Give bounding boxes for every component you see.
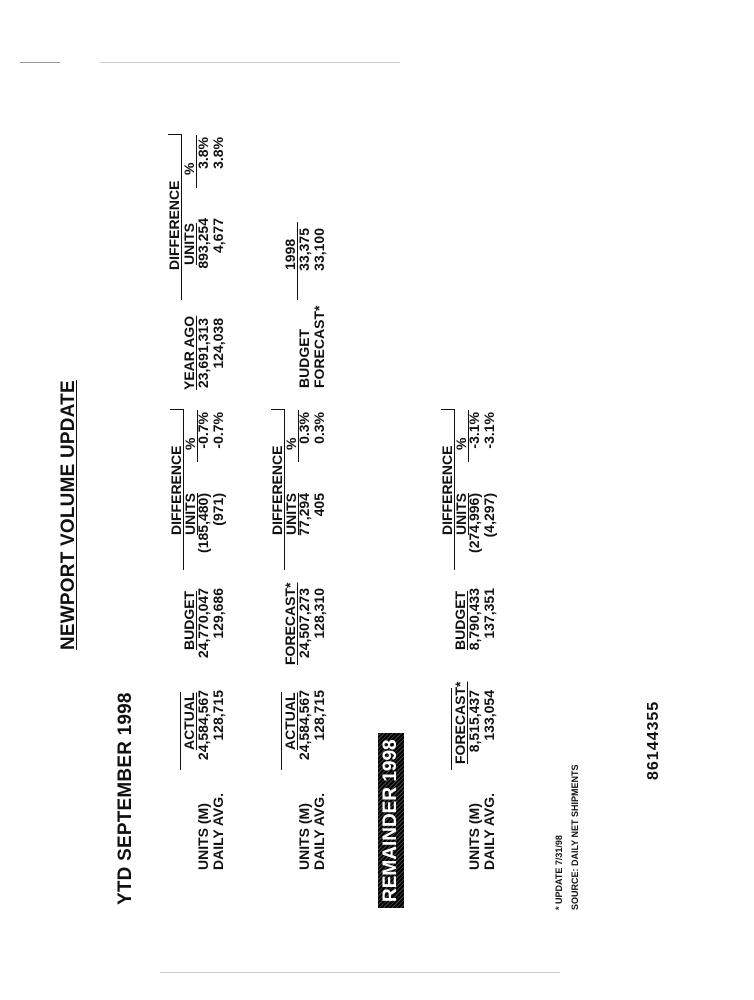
- row-label-budget: BUDGET: [296, 328, 312, 388]
- diff-units-daily: (4,297): [481, 493, 497, 538]
- difference-header: DIFFERENCE: [439, 445, 455, 535]
- forecast-daily: 128,310: [311, 588, 327, 639]
- header-tick: [441, 409, 455, 410]
- diff-pct-daily: 0.3%: [311, 412, 327, 444]
- forecast-daily: 133,054: [481, 690, 497, 741]
- budget-units: 24,770,047: [195, 588, 211, 659]
- header-tick: [170, 409, 184, 410]
- diff-pct-daily: 3.8%: [210, 137, 226, 169]
- actual-header: ACTUAL: [282, 692, 298, 750]
- ytd-heading: YTD SEPTEMBER 1998: [115, 692, 136, 905]
- diff-units-value: 77,294: [296, 493, 312, 536]
- forecast-units: 24,507,273: [296, 588, 312, 659]
- footnote-update: * UPDATE 7/31/98: [554, 835, 564, 910]
- year-ago-units: 23,691,313: [195, 318, 211, 389]
- header-tick: [271, 409, 285, 410]
- actual-daily: 128,715: [311, 690, 327, 741]
- budget-header: BUDGET: [181, 590, 197, 650]
- header-rule: [454, 410, 455, 570]
- diff-pct-header: %: [182, 437, 198, 450]
- diff-units-daily: 4,677: [210, 218, 226, 254]
- diff-units-header: UNITS: [453, 493, 469, 535]
- difference-header: DIFFERENCE: [269, 445, 285, 535]
- budget-units: 8,790,433: [466, 588, 482, 651]
- forecast-header: FORECAST*: [452, 681, 468, 764]
- diff-units-header: UNITS: [182, 493, 198, 535]
- actual-daily: 128,715: [210, 690, 226, 741]
- header-rule: [183, 410, 184, 570]
- row-label-units: UNITS (M): [296, 803, 312, 870]
- budget-header: BUDGET: [452, 590, 468, 650]
- diff-pct-value: -3.1%: [466, 412, 482, 449]
- header-rule: [181, 135, 182, 300]
- actual-units: 24,584,567: [195, 690, 211, 761]
- document-id: 86144355: [645, 700, 662, 780]
- budget-daily: 129,686: [210, 588, 226, 639]
- diff-units-value: (185,480): [195, 493, 211, 553]
- diff-pct-daily: -3.1%: [481, 412, 497, 449]
- budget-daily: 137,351: [481, 588, 497, 639]
- row-label-units: UNITS (M): [466, 803, 482, 870]
- remainder-heading: REMAINDER 1998: [378, 733, 404, 908]
- diff-units-daily: 405: [311, 493, 327, 517]
- year-1998-header: 1998: [282, 238, 298, 270]
- diff-pct-header: %: [181, 162, 197, 175]
- diff-pct-daily: -0.7%: [210, 412, 226, 449]
- actual-units: 24,584,567: [296, 690, 312, 761]
- row-label-daily-avg: DAILY AVG.: [481, 792, 497, 870]
- diff-units-header: UNITS: [181, 223, 197, 265]
- forecast-header: FORECAST*: [282, 582, 298, 665]
- difference-header: DIFFERENCE: [166, 180, 182, 270]
- row-label-daily-avg: DAILY AVG.: [311, 792, 327, 870]
- header-rule: [284, 410, 285, 570]
- diff-units-value: (274,996): [466, 493, 482, 553]
- page-title: NEWPORT VOLUME UPDATE: [58, 380, 79, 650]
- year-1998-forecast: 33,100: [311, 228, 327, 271]
- year-ago-header: YEAR AGO: [181, 315, 197, 390]
- diff-pct-value: 0.3%: [296, 412, 312, 444]
- diff-units-header: UNITS: [283, 493, 299, 535]
- header-tick: [168, 134, 182, 135]
- difference-header: DIFFERENCE: [168, 445, 184, 535]
- row-label-daily-avg: DAILY AVG.: [210, 792, 226, 870]
- year-1998-budget: 33,375: [296, 228, 312, 271]
- row-label-units: UNITS (M): [195, 803, 211, 870]
- diff-pct-value: -0.7%: [195, 412, 211, 449]
- diff-units-daily: (971): [210, 493, 226, 526]
- forecast-units: 8,515,437: [466, 690, 482, 753]
- row-label-forecast: FORECAST*: [311, 305, 327, 388]
- diff-pct-value: 3.8%: [195, 137, 211, 169]
- actual-header: ACTUAL: [181, 692, 197, 750]
- footnote-source: SOURCE: DAILY NET SHIPMENTS: [570, 764, 580, 910]
- diff-pct-header: %: [453, 437, 469, 450]
- diff-units-value: 893,254: [195, 218, 211, 269]
- year-ago-daily: 124,038: [210, 318, 226, 369]
- diff-pct-header: %: [283, 437, 299, 450]
